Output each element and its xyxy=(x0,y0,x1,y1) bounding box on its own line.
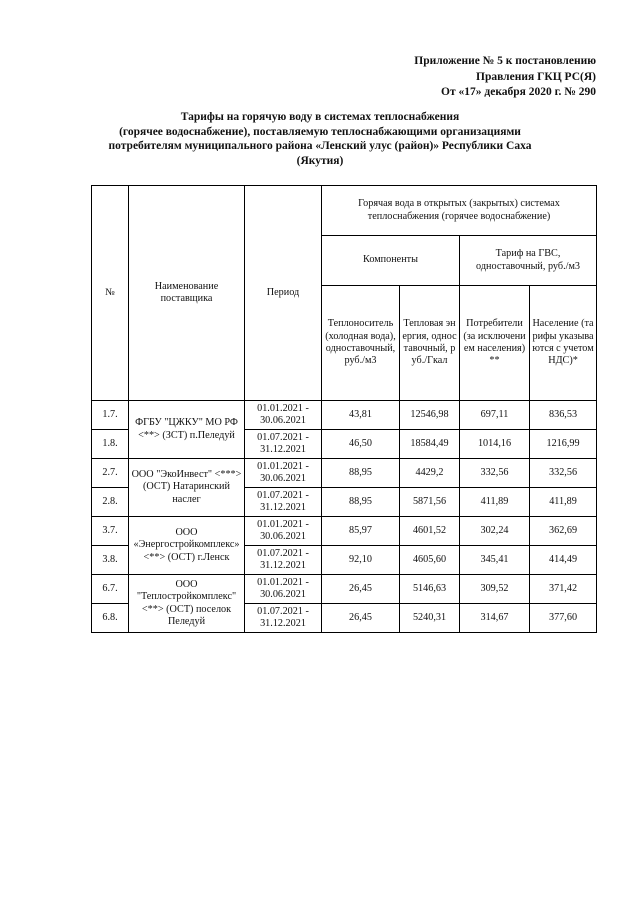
period-cell: 01.07.2021 - 31.12.2021 xyxy=(245,546,322,575)
population-tariff-cell: 414,49 xyxy=(530,546,597,575)
appendix-line: От «17» декабря 2020 г. № 290 xyxy=(441,86,596,98)
cold-water-cell: 88,95 xyxy=(322,459,400,488)
cold-water-cell: 85,97 xyxy=(322,517,400,546)
heat-energy-cell: 5871,56 xyxy=(400,488,460,517)
appendix-line: Правления ГКЦ РС(Я) xyxy=(476,70,596,83)
consumers-tariff-cell: 332,56 xyxy=(460,459,530,488)
row-number: 2.8. xyxy=(92,488,129,517)
consumers-tariff-cell: 345,41 xyxy=(460,546,530,575)
row-number: 1.7. xyxy=(92,401,129,430)
heat-energy-cell: 5146,63 xyxy=(400,575,460,604)
supplier-name: ООО "Теплостройкомплекс" <**> (ОСТ) поселок Пеледуй xyxy=(129,575,245,633)
population-tariff-cell: 1216,99 xyxy=(530,430,597,459)
row-number: 3.8. xyxy=(92,546,129,575)
table-row xyxy=(92,517,597,546)
title-line: (горячее водоснабжение), поставляемую теплоснабжающими организациями xyxy=(119,125,521,138)
period-cell: 01.01.2021 - 30.06.2021 xyxy=(245,517,322,546)
cold-water-cell: 88,95 xyxy=(322,488,400,517)
period-cell: 01.01.2021 - 30.06.2021 xyxy=(245,401,322,430)
supplier-name: ООО "ЭкоИнвест" <***> (ОСТ) Натаринский наслег xyxy=(129,459,245,517)
population-tariff-cell: 377,60 xyxy=(530,604,597,633)
header-cold-water: Теплоноситель (холодная вода), одноставочный, руб./м3 xyxy=(322,286,400,401)
table-row xyxy=(92,575,597,604)
cold-water-cell: 43,81 xyxy=(322,401,400,430)
header-tariff: Тариф на ГВС, одноставочный, руб./м3 xyxy=(460,236,597,286)
population-tariff-cell: 371,42 xyxy=(530,575,597,604)
period-cell: 01.07.2021 - 31.12.2021 xyxy=(245,488,322,517)
heat-energy-cell: 4601,52 xyxy=(400,517,460,546)
header-supplier: Наименование поставщика xyxy=(129,186,245,401)
heat-energy-cell: 5240,31 xyxy=(400,604,460,633)
row-number: 1.8. xyxy=(92,430,129,459)
period-cell: 01.01.2021 - 30.06.2021 xyxy=(245,459,322,488)
header-components: Компоненты xyxy=(322,236,460,286)
population-tariff-cell: 836,53 xyxy=(530,401,597,430)
header-period: Период xyxy=(245,186,322,401)
consumers-tariff-cell: 697,11 xyxy=(460,401,530,430)
title-line: Тарифы на горячую воду в системах теплоснабжения xyxy=(180,111,460,123)
row-number: 6.8. xyxy=(92,604,129,633)
document-title xyxy=(60,110,580,168)
row-number: 3.7. xyxy=(92,517,129,546)
appendix-line: Приложение № 5 к постановлению xyxy=(414,55,596,67)
consumers-tariff-cell: 302,24 xyxy=(460,517,530,546)
header-hot-water: Горячая вода в открытых (закрытых) системах теплоснабжения (горячее водоснабжение) xyxy=(322,186,597,236)
consumers-tariff-cell: 411,89 xyxy=(460,488,530,517)
cold-water-cell: 92,10 xyxy=(322,546,400,575)
heat-energy-cell: 4605,60 xyxy=(400,546,460,575)
consumers-tariff-cell: 1014,16 xyxy=(460,430,530,459)
period-cell: 01.07.2021 - 31.12.2021 xyxy=(245,604,322,633)
cold-water-cell: 46,50 xyxy=(322,430,400,459)
row-number: 6.7. xyxy=(92,575,129,604)
period-cell: 01.01.2021 - 30.06.2021 xyxy=(245,575,322,604)
table-row xyxy=(92,401,597,430)
appendix-note xyxy=(414,54,596,101)
title-line: потребителям муниципального района «Ленский улус (район)» Республики Саха xyxy=(108,140,532,152)
consumers-tariff-cell: 314,67 xyxy=(460,604,530,633)
header-population: Население (тарифы указываются с учетом НДС)* xyxy=(530,286,597,401)
population-tariff-cell: 411,89 xyxy=(530,488,597,517)
period-cell: 01.07.2021 - 31.12.2021 xyxy=(245,430,322,459)
header-consumers: Потребители (за исключением населения) ** xyxy=(460,286,530,401)
heat-energy-cell: 18584,49 xyxy=(400,430,460,459)
supplier-name: ООО «Энергостройкомплекс» <**> (ОСТ) г.Ленск xyxy=(129,517,245,575)
tariff-table xyxy=(91,185,597,633)
population-tariff-cell: 362,69 xyxy=(530,517,597,546)
consumers-tariff-cell: 309,52 xyxy=(460,575,530,604)
cold-water-cell: 26,45 xyxy=(322,604,400,633)
table-row xyxy=(92,459,597,488)
cold-water-cell: 26,45 xyxy=(322,575,400,604)
header-number: № xyxy=(92,186,129,401)
title-line: (Якутия) xyxy=(296,154,344,167)
heat-energy-cell: 12546,98 xyxy=(400,401,460,430)
supplier-name: ФГБУ "ЦЖКУ" МО РФ <**> (ЗСТ) п.Пеледуй xyxy=(129,401,245,459)
row-number: 2.7. xyxy=(92,459,129,488)
population-tariff-cell: 332,56 xyxy=(530,459,597,488)
heat-energy-cell: 4429,2 xyxy=(400,459,460,488)
header-heat-energy: Тепловая энергия, одноставочный, руб./Гкал xyxy=(400,286,460,401)
